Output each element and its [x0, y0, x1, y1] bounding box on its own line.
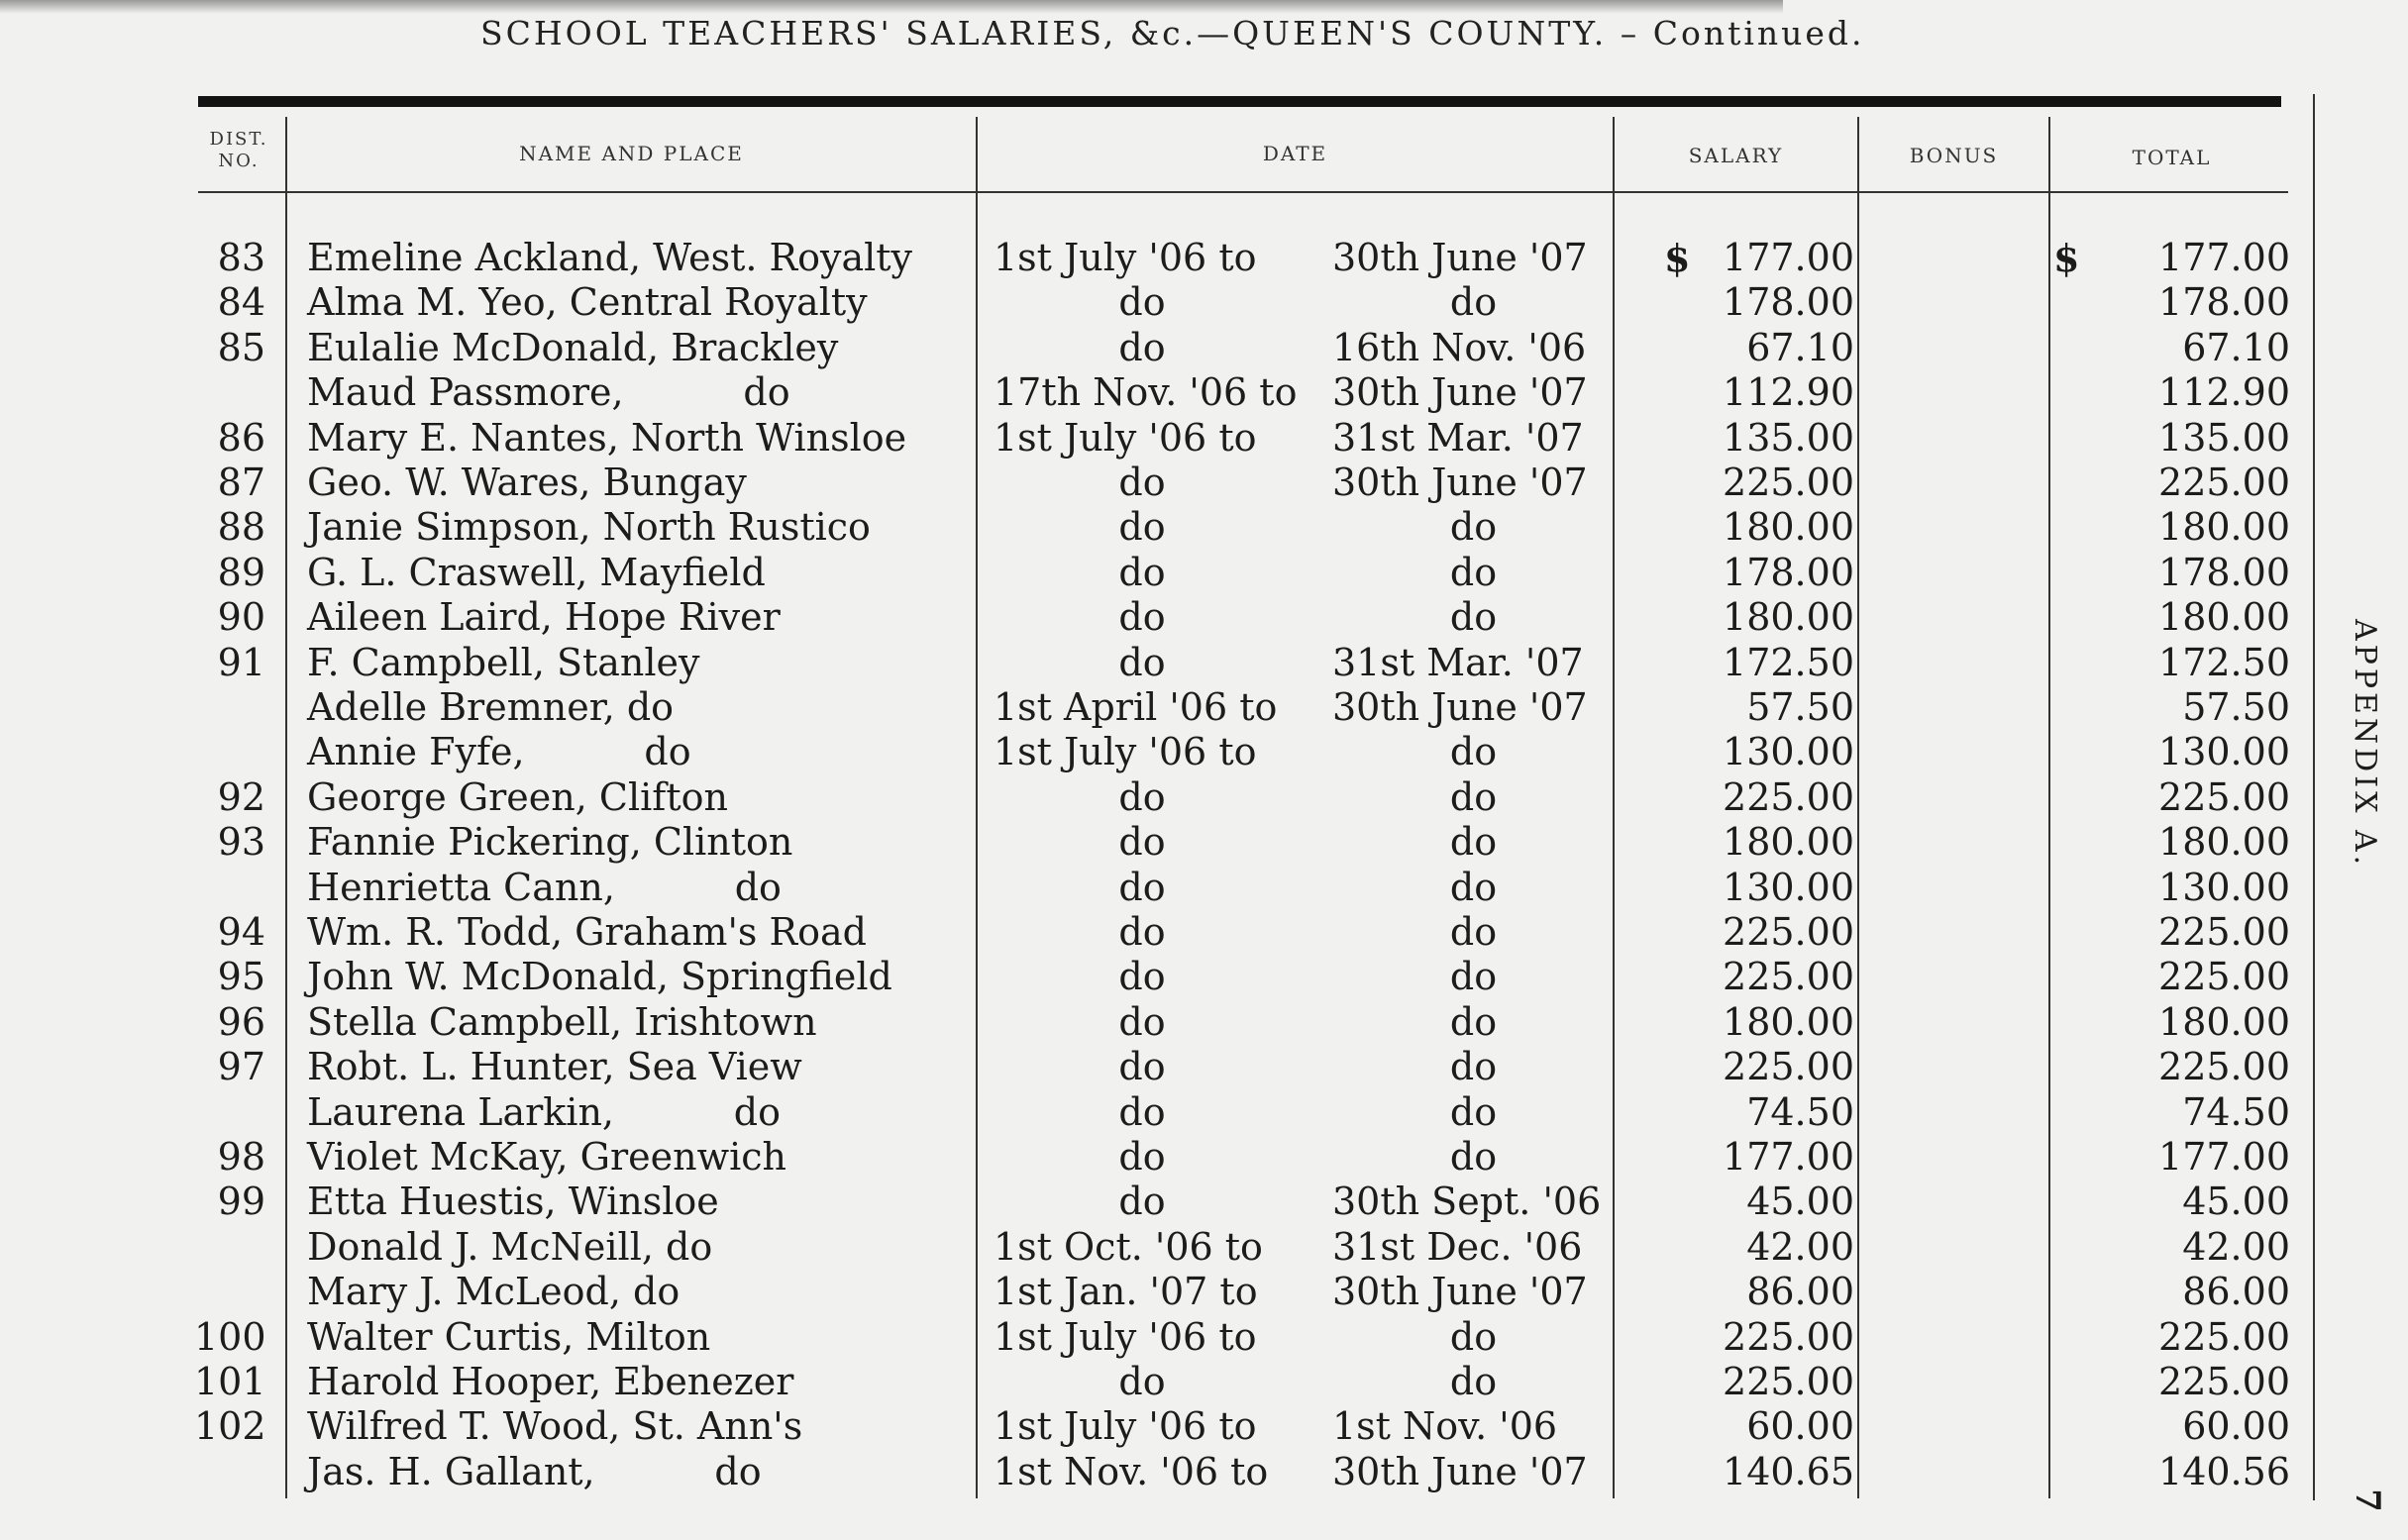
- header-bottom-rule: [198, 191, 2288, 193]
- total-amount: 225.00: [2158, 461, 2290, 504]
- salary-amount: 60.00: [1746, 1404, 1854, 1449]
- table-row: [0, 1450, 2377, 1494]
- dist-number: 101: [194, 1360, 266, 1403]
- date-from: 1st Oct. '06 to: [994, 1224, 1263, 1269]
- date-to: 31st Mar. '07: [1332, 640, 1584, 684]
- table-row: [0, 1135, 2377, 1180]
- date-from: do: [1118, 865, 1166, 909]
- dist-number: 100: [194, 1314, 266, 1359]
- salary-amount: 225.00: [1723, 1360, 1854, 1403]
- table-row: [0, 820, 2377, 865]
- total-amount: 45.00: [2182, 1180, 2290, 1224]
- salary-amount: 130.00: [1723, 730, 1854, 774]
- salary-amount: 225.00: [1723, 955, 1854, 999]
- teacher-name-and-place: Wilfred T. Wood, St. Ann's: [307, 1404, 803, 1449]
- date-to: 30th June '07: [1332, 1449, 1588, 1493]
- table-row: [0, 236, 2377, 280]
- salary-amount: 135.00: [1723, 415, 1854, 460]
- table-row: [0, 505, 2377, 550]
- teacher-name-and-place: Fannie Pickering, Clinton: [307, 820, 793, 865]
- salary-amount: 178.00: [1723, 550, 1854, 594]
- date-from: 1st April '06 to: [994, 685, 1278, 729]
- teacher-name-and-place: Violet McKay, Greenwich: [307, 1135, 787, 1179]
- salary-amount: 57.50: [1746, 685, 1854, 729]
- total-amount: 74.50: [2182, 1089, 2290, 1134]
- running-head: SCHOOL TEACHERS' SALARIES, &c.—QUEEN'S COUNTY. – Continued.: [480, 14, 1865, 52]
- date-from: 1st July '06 to: [994, 236, 1257, 279]
- table-row: [0, 955, 2377, 999]
- teacher-name-and-place: Wm. R. Todd, Graham's Road: [307, 910, 867, 954]
- teacher-name-and-place: Robt. L. Hunter, Sea View: [307, 1045, 802, 1089]
- salary-amount: 45.00: [1746, 1180, 1854, 1224]
- date-to: 16th Nov. '06: [1332, 325, 1587, 369]
- date-from: do: [1118, 1089, 1166, 1134]
- date-to: 31st Dec. '06: [1332, 1224, 1583, 1269]
- table-row: [0, 326, 2377, 370]
- total-amount: 135.00: [2158, 415, 2290, 460]
- total-amount: 177.00: [2158, 1135, 2290, 1179]
- date-from: do: [1118, 1180, 1166, 1224]
- salary-dollar-sign: $: [1664, 236, 1691, 280]
- total-amount: 86.00: [2182, 1270, 2290, 1314]
- table-row: [0, 461, 2377, 505]
- date-from: do: [1118, 774, 1166, 819]
- table-row: [0, 910, 2377, 955]
- header-thick-rule: [198, 96, 2281, 107]
- dist-number: 97: [217, 1045, 265, 1089]
- dist-number: 95: [217, 955, 265, 999]
- table-row: [0, 1404, 2377, 1449]
- date-from: do: [1118, 1360, 1166, 1403]
- table-row: [0, 1045, 2377, 1089]
- date-to: 30th Sept. '06: [1332, 1180, 1602, 1224]
- salary-amount: 225.00: [1723, 1045, 1854, 1089]
- total-amount: 172.50: [2158, 640, 2290, 684]
- date-to: 30th June '07: [1332, 685, 1588, 729]
- total-amount: 180.00: [2158, 820, 2290, 865]
- salary-amount: 225.00: [1723, 461, 1854, 504]
- teacher-name-and-place: George Green, Clifton: [307, 774, 728, 819]
- teacher-name-and-place: Emeline Ackland, West. Royalty: [307, 236, 913, 279]
- header-name-and-place: NAME AND PLACE: [519, 142, 744, 165]
- date-from: do: [1118, 955, 1166, 999]
- salary-amount: 180.00: [1723, 999, 1854, 1044]
- date-from: 1st Jan. '07 to: [994, 1270, 1258, 1314]
- total-amount: 225.00: [2158, 1314, 2290, 1359]
- dist-number: 93: [217, 820, 265, 865]
- table-row: [0, 416, 2377, 461]
- teacher-name-and-place: Eulalie McDonald, Brackley: [307, 325, 839, 369]
- total-amount: 178.00: [2158, 280, 2290, 325]
- date-to: do: [1449, 955, 1498, 999]
- teacher-name-and-place: Stella Campbell, Irishtown: [307, 999, 817, 1044]
- date-to: 30th June '07: [1332, 370, 1588, 415]
- table-row: [0, 775, 2377, 820]
- dist-number: 94: [217, 910, 265, 954]
- date-from: 1st July '06 to: [994, 730, 1257, 774]
- total-amount: 130.00: [2158, 865, 2290, 909]
- total-amount: 140.56: [2158, 1449, 2290, 1493]
- salary-amount: 225.00: [1723, 910, 1854, 954]
- date-to: 31st Mar. '07: [1332, 415, 1584, 460]
- total-amount: 180.00: [2158, 595, 2290, 640]
- date-to: do: [1449, 1360, 1498, 1403]
- salary-amount: 172.50: [1723, 640, 1854, 684]
- dist-number: 86: [217, 415, 265, 460]
- teacher-name-and-place: Mary J. McLeod, do: [307, 1270, 681, 1314]
- total-amount: 57.50: [2182, 685, 2290, 729]
- teacher-name-and-place: Janie Simpson, North Rustico: [307, 505, 871, 550]
- table-row: [0, 730, 2377, 774]
- dist-number: 92: [217, 774, 265, 819]
- teacher-name-and-place: Adelle Bremner, do: [307, 685, 675, 729]
- page-top-edge: [0, 0, 1783, 14]
- total-amount: 180.00: [2158, 999, 2290, 1044]
- total-amount: 60.00: [2182, 1404, 2290, 1449]
- dist-number: 96: [217, 999, 265, 1044]
- date-to: do: [1449, 820, 1498, 865]
- date-from: 1st July '06 to: [994, 1404, 1257, 1449]
- date-to: do: [1449, 1089, 1498, 1134]
- table-row: [0, 1360, 2377, 1404]
- table-row: [0, 551, 2377, 595]
- teacher-name-and-place: Walter Curtis, Milton: [307, 1314, 711, 1359]
- salary-amount: 180.00: [1723, 820, 1854, 865]
- teacher-name-and-place: Mary E. Nantes, North Winsloe: [307, 415, 907, 460]
- salary-amount: 225.00: [1723, 1314, 1854, 1359]
- salary-amount: 225.00: [1723, 774, 1854, 819]
- salary-amount: 177.00: [1723, 1135, 1854, 1179]
- dist-number: 87: [217, 461, 265, 504]
- teacher-name-and-place: Geo. W. Wares, Bungay: [307, 461, 747, 504]
- teacher-name-and-place: Aileen Laird, Hope River: [307, 595, 781, 640]
- dist-number: 84: [217, 280, 265, 325]
- date-to: do: [1449, 730, 1498, 774]
- total-amount: 130.00: [2158, 730, 2290, 774]
- teacher-name-and-place: Jas. H. Gallant, do: [307, 1449, 762, 1493]
- teacher-name-and-place: G. L. Craswell, Mayfield: [307, 550, 766, 594]
- table-row: [0, 1000, 2377, 1045]
- date-from: do: [1118, 505, 1166, 550]
- date-from: do: [1118, 820, 1166, 865]
- table-row: [0, 1180, 2377, 1224]
- dist-number: 89: [217, 550, 265, 594]
- date-from: do: [1118, 640, 1166, 684]
- table-row: [0, 641, 2377, 685]
- total-amount: 112.90: [2158, 370, 2290, 415]
- table-row: [0, 685, 2377, 730]
- total-amount: 225.00: [2158, 1360, 2290, 1403]
- dist-number: 83: [217, 236, 265, 279]
- date-from: do: [1118, 280, 1166, 325]
- table-row: [0, 370, 2377, 415]
- date-to: do: [1449, 505, 1498, 550]
- dist-number: 91: [217, 640, 265, 684]
- table-row: [0, 1225, 2377, 1270]
- date-to: do: [1449, 1135, 1498, 1179]
- total-amount: 225.00: [2158, 910, 2290, 954]
- teacher-name-and-place: Harold Hooper, Ebenezer: [307, 1360, 794, 1403]
- table-row: [0, 1090, 2377, 1135]
- dist-number: 88: [217, 505, 265, 550]
- date-to: do: [1449, 280, 1498, 325]
- date-to: do: [1449, 910, 1498, 954]
- salary-amount: 178.00: [1723, 280, 1854, 325]
- teacher-name-and-place: Laurena Larkin, do: [307, 1089, 782, 1134]
- date-to: 30th June '07: [1332, 1270, 1588, 1314]
- date-from: do: [1118, 595, 1166, 640]
- date-from: do: [1118, 550, 1166, 594]
- teacher-name-and-place: Donald J. McNeill, do: [307, 1224, 713, 1269]
- header-dist-no: DIST. NO.: [209, 129, 268, 171]
- salary-amount: 180.00: [1723, 595, 1854, 640]
- teacher-name-and-place: Maud Passmore, do: [307, 370, 790, 415]
- date-from: do: [1118, 910, 1166, 954]
- total-amount: 42.00: [2182, 1224, 2290, 1269]
- date-from: do: [1118, 1135, 1166, 1179]
- table-row: [0, 1270, 2377, 1314]
- date-to: do: [1449, 550, 1498, 594]
- total-amount: 180.00: [2158, 505, 2290, 550]
- header-total: TOTAL: [2132, 146, 2212, 169]
- salary-amount: 86.00: [1746, 1270, 1854, 1314]
- appendix-label: APPENDIX A.: [2348, 619, 2382, 870]
- salary-amount: 130.00: [1723, 865, 1854, 909]
- total-amount: 177.00: [2158, 236, 2290, 279]
- table-row: [0, 1315, 2377, 1360]
- date-to: do: [1449, 595, 1498, 640]
- teacher-name-and-place: John W. McDonald, Springfield: [307, 955, 892, 999]
- date-to: do: [1449, 1314, 1498, 1359]
- total-amount: 225.00: [2158, 955, 2290, 999]
- salary-amount: 180.00: [1723, 505, 1854, 550]
- date-to: 30th June '07: [1332, 461, 1588, 504]
- total-dollar-sign: $: [2053, 236, 2080, 280]
- header-bonus: BONUS: [1909, 144, 1999, 167]
- header-salary: SALARY: [1688, 144, 1784, 167]
- date-to: 30th June '07: [1332, 236, 1588, 279]
- total-amount: 67.10: [2182, 325, 2290, 369]
- dist-number: 85: [217, 325, 265, 369]
- table-row: [0, 280, 2377, 325]
- date-from: do: [1118, 999, 1166, 1044]
- dist-number: 98: [217, 1135, 265, 1179]
- salary-amount: 140.65: [1723, 1449, 1854, 1493]
- table-row: [0, 866, 2377, 910]
- dist-number: 102: [194, 1404, 266, 1449]
- teacher-name-and-place: Henrietta Cann, do: [307, 865, 782, 909]
- table-row: [0, 595, 2377, 640]
- date-from: do: [1118, 325, 1166, 369]
- date-to: do: [1449, 774, 1498, 819]
- salary-amount: 74.50: [1746, 1089, 1854, 1134]
- date-to: do: [1449, 999, 1498, 1044]
- teacher-name-and-place: Alma M. Yeo, Central Royalty: [307, 280, 868, 325]
- date-from: do: [1118, 461, 1166, 504]
- teacher-name-and-place: F. Campbell, Stanley: [307, 640, 700, 684]
- dist-number: 99: [217, 1180, 265, 1224]
- total-amount: 225.00: [2158, 1045, 2290, 1089]
- date-from: do: [1118, 1045, 1166, 1089]
- salary-amount: 177.00: [1723, 236, 1854, 279]
- salary-amount: 67.10: [1746, 325, 1854, 369]
- date-from: 1st Nov. '06 to: [994, 1449, 1269, 1493]
- header-date: DATE: [1262, 142, 1328, 165]
- date-from: 1st July '06 to: [994, 1314, 1257, 1359]
- salary-amount: 42.00: [1746, 1224, 1854, 1269]
- date-from: 1st July '06 to: [994, 415, 1257, 460]
- teacher-name-and-place: Annie Fyfe, do: [307, 730, 691, 774]
- page-number: 7: [2347, 1489, 2387, 1512]
- date-to: do: [1449, 865, 1498, 909]
- total-amount: 178.00: [2158, 550, 2290, 594]
- date-to: do: [1449, 1045, 1498, 1089]
- date-to: 1st Nov. '06: [1332, 1404, 1558, 1449]
- dist-number: 90: [217, 595, 265, 640]
- total-amount: 225.00: [2158, 774, 2290, 819]
- teacher-name-and-place: Etta Huestis, Winsloe: [307, 1180, 719, 1224]
- date-from: 17th Nov. '06 to: [994, 370, 1298, 415]
- salary-amount: 112.90: [1723, 370, 1854, 415]
